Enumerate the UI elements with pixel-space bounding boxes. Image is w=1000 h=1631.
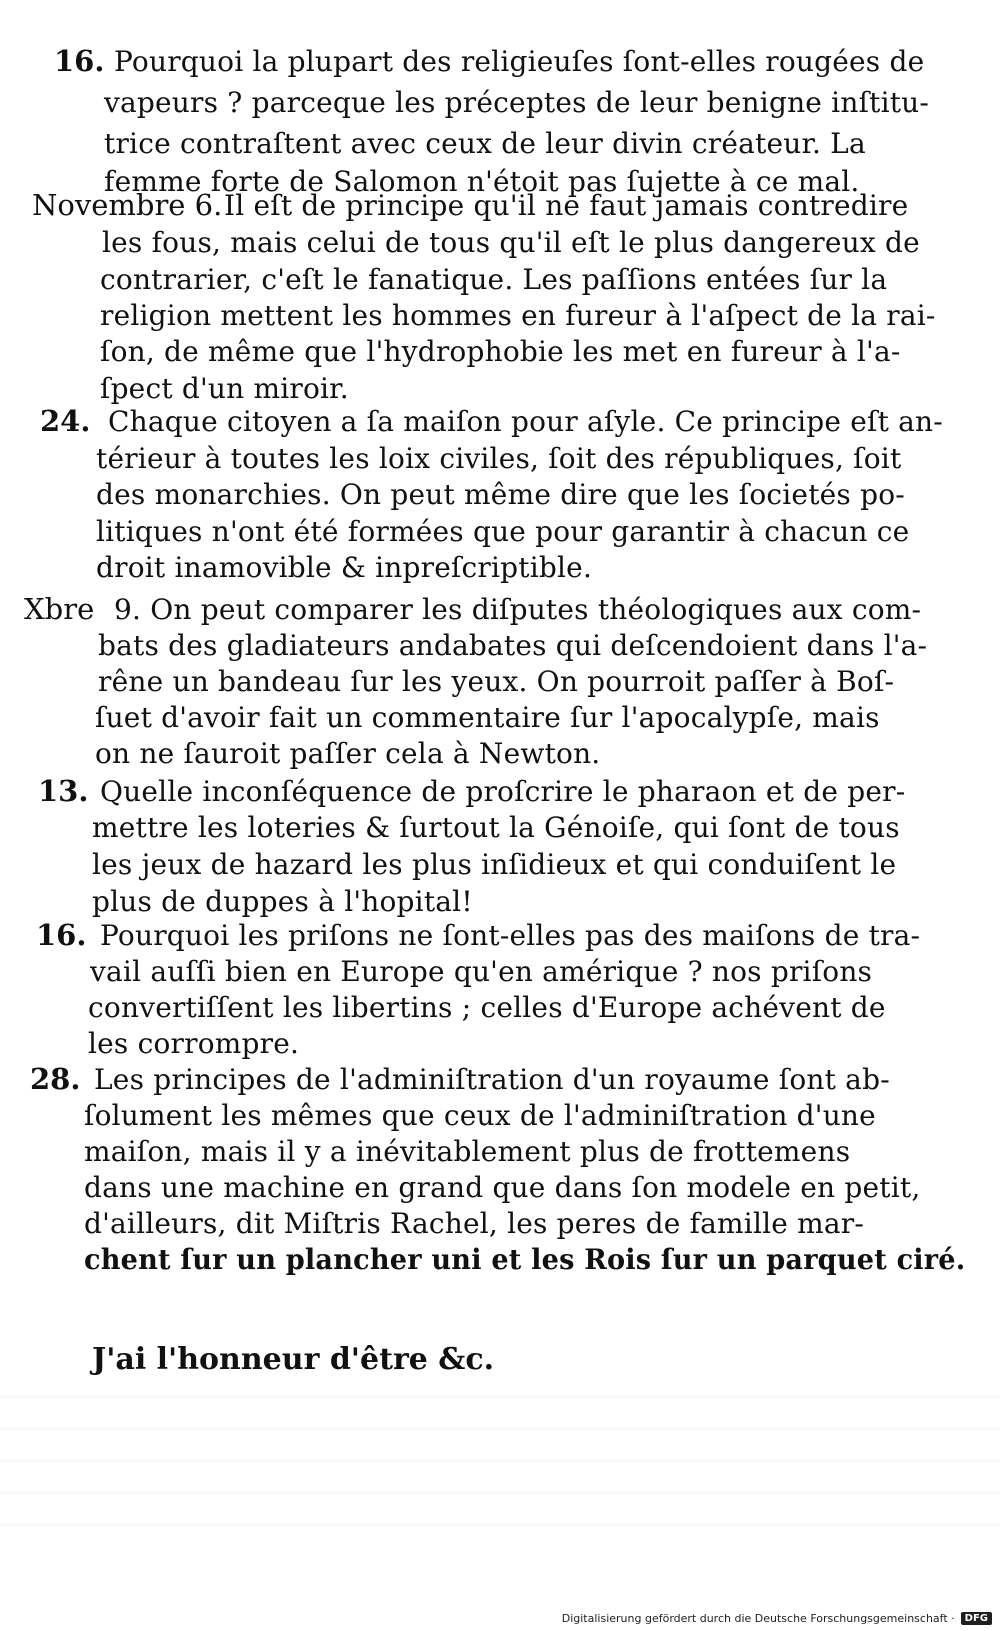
text-line: contrarier, c'eſt le fanatique. Les paſſions entées ſur la <box>100 263 888 296</box>
entry-label: Novembre 6. <box>32 188 223 222</box>
text-line: Chaque citoyen a ſa maiſon pour aſyle. Ce principe eſt an- <box>108 405 943 438</box>
entry-label: 16. <box>54 44 105 78</box>
text-line: ſuet d'avoir fait un commentaire ſur l'apocalypſe, mais <box>95 701 880 734</box>
text-line: ſolument les mêmes que ceux de l'adminiſtration d'une <box>84 1099 876 1132</box>
text-line: les jeux de hazard les plus inſidieux et qui conduiſent le <box>92 848 897 881</box>
text-line: des monarchies. On peut même dire que les ſocietés po- <box>96 478 905 511</box>
text-line: Pourquoi les priſons ne ſont-elles pas des maiſons de tra- <box>100 919 921 952</box>
text-line: d'ailleurs, dit Miſtris Rachel, les peres de famille mar- <box>84 1207 865 1240</box>
text-line: chent ſur un plancher uni et les Rois ſur un parquet ciré. <box>84 1243 966 1276</box>
text-line: trice contraſtent avec ceux de leur divin créateur. La <box>104 127 866 160</box>
show-through-area <box>0 1395 1000 1555</box>
entry-label: 16. <box>36 918 87 952</box>
text-line: Il eſt de principe qu'il ne faut jamais contredire <box>224 189 909 222</box>
entry-label: 13. <box>38 774 89 808</box>
text-line: ſon, de même que l'hydrophobie les met en fureur à l'a- <box>100 335 901 368</box>
text-line: térieur à toutes les loix civiles, ſoit des républiques, ſoit <box>96 442 902 475</box>
text-line: les corrompre. <box>88 1027 300 1060</box>
text-line: Les principes de l'adminiſtration d'un royaume ſont ab- <box>94 1063 890 1096</box>
text-line: dans une machine en grand que dans ſon modele en petit, <box>84 1171 921 1204</box>
text-line: plus de duppes à l'hopital! <box>92 885 473 918</box>
text-line: bats des gladiateurs andabates qui deſcendoient dans l'a- <box>98 629 928 662</box>
text-line: vail auſſi bien en Europe qu'en amérique ? nos priſons <box>90 955 873 988</box>
text-line: mettre les loteries & ſurtout la Génoiſe, qui ſont de tous <box>92 811 900 844</box>
entry-label: 24. <box>40 404 91 438</box>
digitization-credit <box>562 1612 992 1625</box>
closing-salutation: J'ai l'honneur d'être &c. <box>92 1342 495 1377</box>
credit-text: Digitalisierung gefördert durch die Deutsche Forschungsgemeinschaft · <box>561 1612 955 1625</box>
text-line: litiques n'ont été formées que pour garantir à chacun ce <box>96 515 910 548</box>
text-line: droit inamovible & inpreſcriptible. <box>96 551 593 584</box>
entry-label: 28. <box>30 1062 81 1096</box>
text-line: vapeurs ? parceque les préceptes de leur benigne inſtitu- <box>104 86 930 119</box>
text-line: les fous, mais celui de tous qu'il eſt le plus dangereux de <box>102 226 920 259</box>
entry-label: Xbre <box>24 592 95 626</box>
text-line: convertiſſent les libertins ; celles d'Europe achévent de <box>88 991 886 1024</box>
text-line: ſpect d'un miroir. <box>100 372 349 405</box>
dfg-logo: DFG <box>961 1612 992 1625</box>
text-line: femme forte de Salomon n'étoit pas ſujette à ce mal. <box>104 165 860 198</box>
text-line: 9. On peut comparer les diſputes théologiques aux com- <box>114 593 922 626</box>
text-line: religion mettent les hommes en fureur à l'aſpect de la rai- <box>100 299 936 332</box>
text-line: Pourquoi la plupart des religieuſes ſont-elles rougées de <box>114 45 925 78</box>
text-line: Quelle inconſéquence de proſcrire le pharaon et de per- <box>100 775 906 808</box>
text-line: rêne un bandeau ſur les yeux. On pourroit paſſer à Boſ- <box>98 665 895 698</box>
text-line: maiſon, mais il y a inévitablement plus de frottemens <box>84 1135 851 1168</box>
text-line: on ne ſauroit paſſer cela à Newton. <box>95 737 601 770</box>
